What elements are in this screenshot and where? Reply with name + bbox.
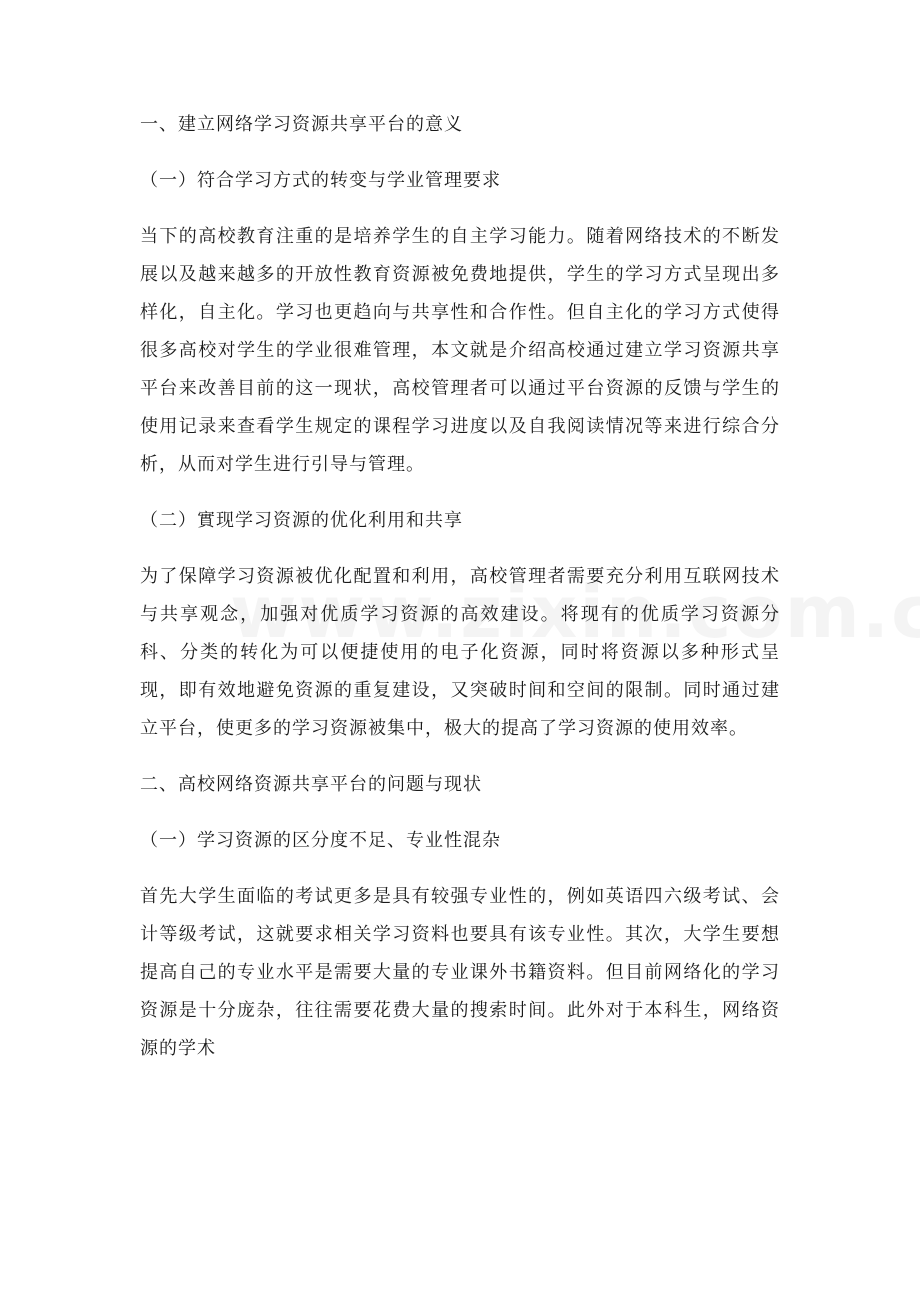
subsection-heading-1-1: （一）符合学习方式的转变与学业管理要求 <box>140 170 501 191</box>
subsection-heading-2-1: （一）学习资源的区分度不足、专业性混杂 <box>140 830 501 851</box>
section-heading-2: 二、高校网络资源共享平台的问题与现状 <box>140 774 482 795</box>
paragraph-1: 当下的高校教育注重的是培养学生的自主学习能力。随着网络技术的不断发展以及越来越多的开放性教育资源被免费地提供，学生的学习方式呈现出多样化，自主化。学习也更趋向与共享性和合作性。但自主化的学习方式使得很多高校对学生的学业很难管理，本文就是介绍高校通过建立学习资源共享平台来改善目前的这一现状，高校管理者可以通过平台资源的反馈与学生的使用记录来查看学生规定的课程学习进度以及自我阅读情况等来进行综合分析，从而对学生进行引导与管理。 <box>140 226 780 475</box>
paragraph-2: 为了保障学习资源被优化配置和利用，高校管理者需要充分利用互联网技术与共享观念，加强对优质学习资源的高效建设。将现有的优质学习资源分科、分类的转化为可以便捷使用的电子化资源，同时将资源以多种形式呈现，即有效地避免资源的重复建设，又突破时间和空间的限制。同时通过建立平台，使更多的学习资源被集中，极大的提高了学习资源的使用效率。 <box>140 566 780 739</box>
document-body <box>140 106 780 1086</box>
section-heading-1: 一、建立网络学习资源共享平台的意义 <box>140 114 463 135</box>
paragraph-3: 首先大学生面临的考试更多是具有较强专业性的，例如英语四六级考试、会计等级考试，这就要求相关学习资料也要具有该专业性。其次，大学生要想提高自己的专业水平是需要大量的专业课外书籍资料。但目前网络化的学习资源是十分庞杂，往往需要花费大量的搜索时间。此外对于本科生，网络资源的学术 <box>140 886 780 1059</box>
subsection-heading-1-2: （二）實现学习资源的优化利用和共享 <box>140 510 463 531</box>
